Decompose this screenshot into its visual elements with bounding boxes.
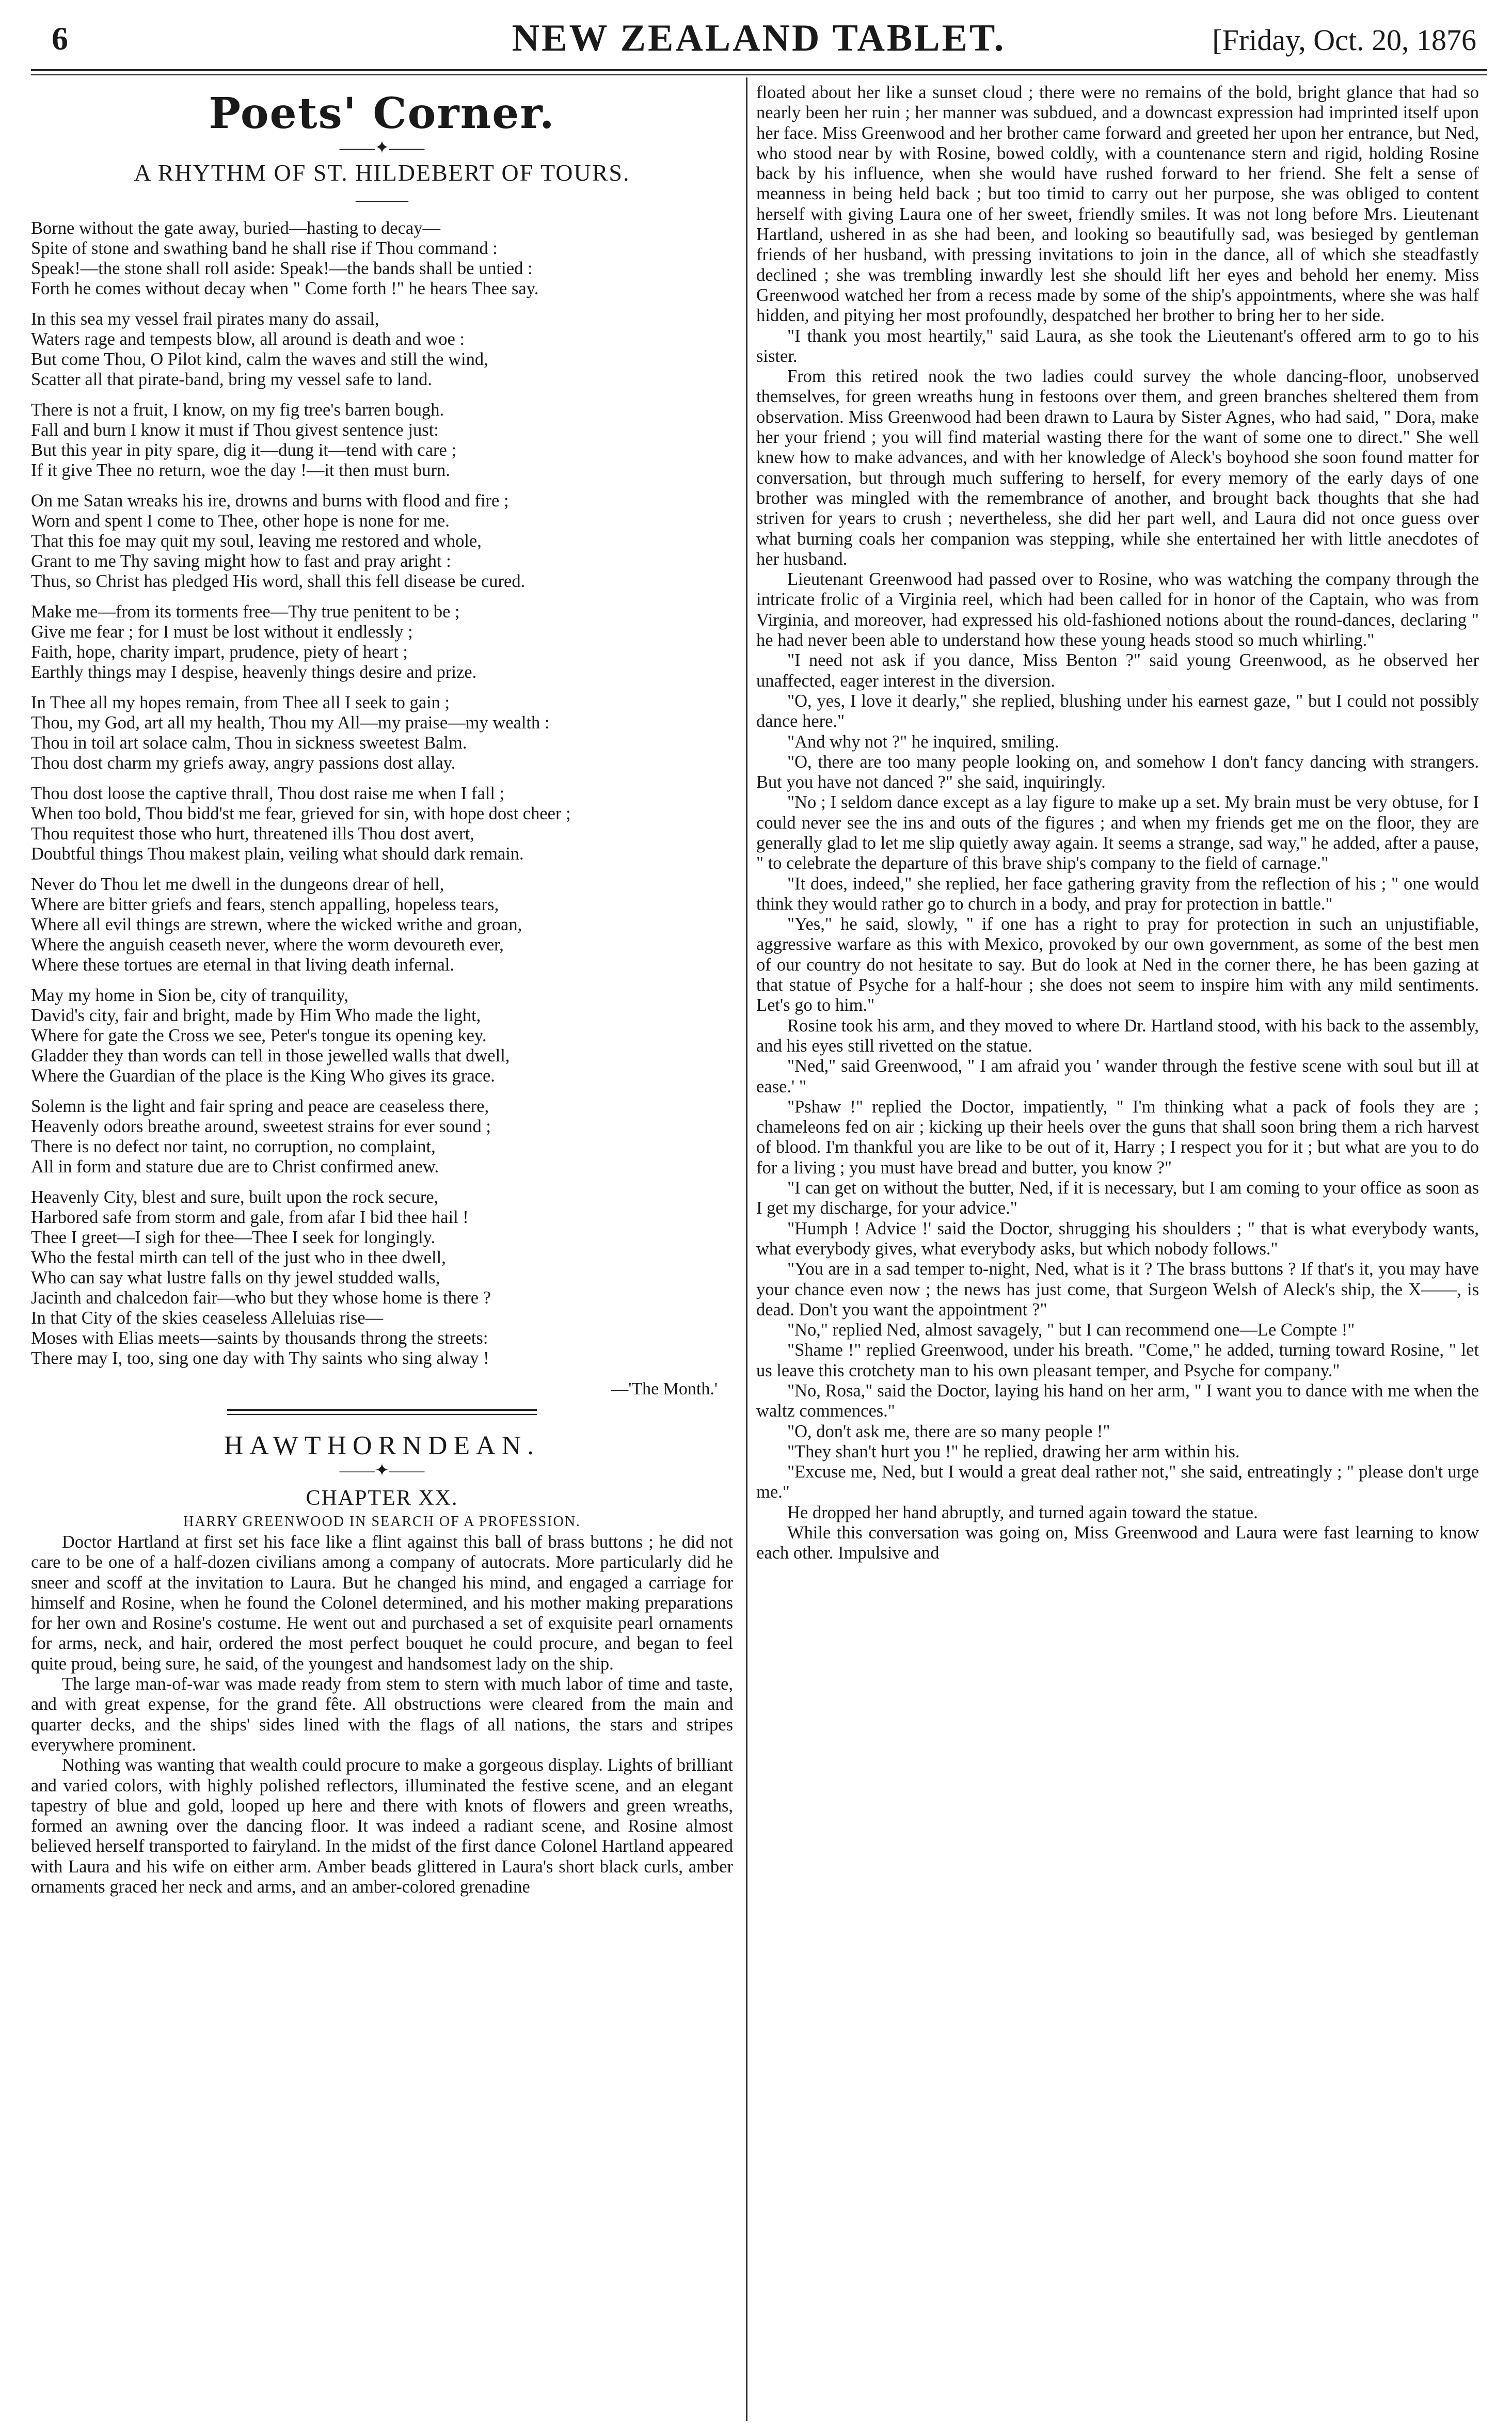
- verse-line: Moses with Elias meets—saints by thousands throng the streets:: [31, 1328, 488, 1348]
- verse-line: Thou dost loose the captive thrall, Thou dost raise me when I fall ;: [31, 784, 505, 803]
- poets-corner-heading: Poets' Corner.: [209, 89, 555, 138]
- paragraph: "O, don't ask me, there are so many people !": [787, 1421, 1110, 1441]
- verse-line: Where for gate the Cross we see, Peter's tongue its opening key.: [31, 1026, 487, 1045]
- paragraph: "I can get on without the butter, Ned, if it is necessary, but I am coming to your office as soon as I get my discharge, for your advice.": [756, 1178, 1479, 1218]
- paragraph: "It does, indeed," she replied, her face gathering gravity from the reflection of his ; " one would think they would rather go to church in a body, and pray for protection in battle.": [756, 873, 1479, 914]
- verse-line: Give me fear ; for I must be lost without it endlessly ;: [31, 622, 413, 642]
- verse-line: But come Thou, O Pilot kind, calm the waves and still the wind,: [31, 349, 488, 369]
- verse-line: Thou in toil art solace calm, Thou in sickness sweetest Balm.: [31, 733, 467, 753]
- stanza: [31, 218, 733, 299]
- verse-line: Thus, so Christ has pledged His word, shall this fell disease be cured.: [31, 571, 526, 591]
- stanza: [31, 693, 733, 773]
- left-column: [31, 83, 733, 2421]
- verse-line: Thou requitest those who hurt, threatened ills Thou dost avert,: [31, 824, 474, 844]
- verse-line: Where the Guardian of the place is the King Who gives its grace.: [31, 1066, 495, 1086]
- poem: [31, 218, 733, 1369]
- paragraph: Doctor Hartland at first set his face like a flint against this ball of brass buttons ; he did not care to be one of a half-dozen civilians among a company of autocrats. More particularly did he sneer and scoff at the invitation to Laura. But he changed his mind, and engaged a carriage for himself and Rosine, when he found the Colonel determined, and his mother making preparations for her own and Rosine's costume. He went out and purchased a set of exquisite pearl ornaments for arms, neck, and hair, ordered the most perfect bouquet he could procure, and began to feel quite proud, being sure, he said, of the youngest and handsomest lady on the ship.: [31, 1532, 733, 1674]
- paragraph: "O, yes, I love it dearly," she replied, blushing under his earnest gaze, " but I could not possibly dance here.": [756, 691, 1479, 732]
- verse-line: Spite of stone and swathing band he shall rise if Thou command :: [31, 239, 498, 258]
- verse-line: All in form and stature due are to Christ confirmed anew.: [31, 1157, 439, 1177]
- verse-line: Harbored safe from storm and gale, from afar I bid thee hail !: [31, 1207, 469, 1227]
- verse-line: Thou, my God, art all my health, Thou my All—my praise—my wealth :: [31, 713, 550, 733]
- verse-line: Fall and burn I know it must if Thou givest sentence just:: [31, 420, 439, 440]
- issue-date: [Friday, Oct. 20, 1876: [1212, 23, 1476, 57]
- poem-title: A RHYTHM OF ST. HILDEBERT OF TOURS.: [134, 160, 630, 186]
- paragraph: "Shame !" replied Greenwood, under his breath. "Come," he added, turning toward Rosine, " let us leave this crotchety man to his own pleasant temper, and Psyche for company.": [756, 1340, 1479, 1380]
- paragraph: The large man-of-war was made ready from stem to stern with much labor of time and taste, and with great expense, for the grand fête. All obstructions were cleared from the main and quarter decks, and the ships' sides lined with the flags of all nations, the stars and stripes everywhere prominent.: [31, 1674, 733, 1755]
- paragraph: "Excuse me, Ned, but I would a great deal rather not," she said, entreatingly ; " please don't urge me.": [756, 1462, 1479, 1502]
- chapter-heading: CHAPTER XX.: [306, 1486, 458, 1510]
- verse-line: That this foe may quit my soul, leaving me restored and whole,: [31, 531, 482, 551]
- right-column: [756, 83, 1479, 2421]
- verse-line: Make me—from its torments free—Thy true penitent to be ;: [31, 602, 460, 622]
- paragraph: "No," replied Ned, almost savagely, " but I can recommend one—Le Compte !": [787, 1320, 1355, 1340]
- verse-line: Grant to me Thy saving might how to fast and pray aright :: [31, 551, 451, 571]
- paragraph: "Humph ! Advice !' said the Doctor, shrugging his shoulders ; " that is what everybody wants, what everybody gives, what everybody asks, but which nobody follows.": [756, 1218, 1479, 1259]
- verse-line: In Thee all my hopes remain, from Thee all I seek to gain ;: [31, 693, 450, 712]
- stanza: [31, 400, 733, 481]
- paragraph: Nothing was wanting that wealth could procure to make a gorgeous display. Lights of brilliant and varied colors, with highly polished reflectors, illuminated the festive scene, and an elegant tapestry of blue and gold, looped up here and there with knots of flowers and green wreaths, formed an awning over the dancing floor. It was indeed a radiant scene, and Rosine almost believed herself transported to fairyland. In the midst of the first dance Colonel Hartland appeared with Laura and his wife on either arm. Amber beads glittered in Laura's short black curls, amber ornaments graced her neck and arms, and an amber-colored grenadine: [31, 1755, 733, 1897]
- stanza: [31, 986, 733, 1086]
- masthead: [31, 0, 1487, 68]
- verse-line: Who can say what lustre falls on thy jewel studded walls,: [31, 1268, 440, 1288]
- paragraph: While this conversation was going on, Miss Greenwood and Laura were fast learning to know each other. Impulsive and: [756, 1523, 1479, 1563]
- paragraph: "Yes," he said, slowly, " if one has a right to pray for protection in such an unjustifiable, aggressive warfare as this with Mexico, provoked by our own government, as some of the best men of our country do not hesitate to say. But do look at Ned in the corner there, he has been gazing at that statue of Psyche for a half-hour ; she does not seem to inspire him with any mild sentiments. Let's go to him.": [756, 914, 1479, 1015]
- column-divider: [746, 77, 747, 2421]
- story-text-left: [31, 1532, 733, 1897]
- verse-line: Who the festal mirth can tell of the just who in thee dwell,: [31, 1248, 446, 1267]
- newspaper-title: NEW ZEALAND TABLET.: [512, 17, 1006, 59]
- verse-line: There is no defect nor taint, no corruption, no complaint,: [31, 1137, 436, 1156]
- verse-line: Heavenly odors breathe around, sweetest strains for ever sound ;: [31, 1117, 491, 1136]
- verse-line: Doubtful things Thou makest plain, veiling what should dark remain.: [31, 844, 524, 864]
- ornament: ——✦——: [339, 1461, 425, 1480]
- stanza: [31, 602, 733, 682]
- verse-line: In this sea my vessel frail pirates many do assail,: [31, 309, 379, 329]
- ornament: ——✦——: [339, 138, 425, 157]
- short-rule: ———: [356, 190, 408, 210]
- stanza: [31, 1187, 733, 1369]
- stanza: [31, 875, 733, 975]
- paragraph: From this retired nook the two ladies could survey the whole dancing-floor, unobserved themselves, for green wreaths hung in festoons over them, and green branches sheltered them from observation. Miss Greenwood had been drawn to Laura by Sister Agnes, who had said, " Dora, make her your friend ; you will find material wasting there for the want of some one to direct." She well knew how to make advances, and with her knowledge of Aleck's boyhood she soon found matter for conversation, but through much suffering to herself, for every memory of the early days of one brother was mingled with the remembrance of another, and brought back thoughts that she had striven for years to crush ; nevertheless, she did her part well, and Laura did not once guess over what burning coals her companion was stepping, while she entertained her with little anecdotes of her husband.: [756, 367, 1479, 569]
- verse-line: Where the anguish ceaseth never, where the worm devoureth ever,: [31, 935, 504, 955]
- verse-line: There may I, too, sing one day with Thy saints who sing alway !: [31, 1348, 489, 1368]
- masthead-rule: [31, 69, 1487, 71]
- verse-line: Thee I greet—I sigh for thee—Thee I seek for longingly.: [31, 1228, 436, 1247]
- paragraph: "They shan't hurt you !" he replied, drawing her arm within his.: [787, 1441, 1240, 1461]
- paragraph: floated about her like a sunset cloud ; there were no remains of the bold, bright glance that had so nearly been her ruin ; her manner was subdued, and a downcast expression had imprinted itself upon her face. Miss Greenwood and her brother came forward and greeted her upon her entrance, but Ned, who stood near by with Rosine, bowed coldly, with a countenance stern and rigid, holding Rosine back by his influence, when she would have rushed forward to her friend. She felt a sense of meanness in being held back ; but too timid to carry out her purpose, she was obliged to content herself with giving Laura one of her sweet, friendly smiles. It was not long before Mrs. Lieutenant Hartland, ushered in as she had been, and looking so beautifully sad, was besieged by gentleman friends of her husband, with pressing invitations to join in the dance, all of which she steadfastly declined ; she was trembling inwardly lest she should lift her eyes and behold her enemy. Miss Greenwood watched her from a recess made by some of the ship's appointments, where she was half hidden, and pitying her most profoundly, despatched her brother to bring her to her side.: [756, 83, 1479, 326]
- verse-line: Solemn is the light and fair spring and peace are ceaseless there,: [31, 1097, 489, 1116]
- verse-line: Speak!—the stone shall roll aside: Speak!—the bands shall be untied :: [31, 259, 533, 278]
- paragraph: "Ned," said Greenwood, " I am afraid you ' wander through the festive scene with soul but ill at ease.' ": [756, 1056, 1479, 1097]
- verse-line: Borne without the gate away, buried—hasting to decay—: [31, 218, 440, 238]
- verse-line: There is not a fruit, I know, on my fig tree's barren bough.: [31, 400, 444, 420]
- verse-line: David's city, fair and bright, made by Him Who made the light,: [31, 1006, 481, 1025]
- stanza: [31, 309, 733, 390]
- verse-line: When too bold, Thou bidd'st me fear, grieved for sin, with hope dost cheer ;: [31, 804, 571, 823]
- masthead-rule-thin: [31, 74, 1487, 75]
- verse-line: In that City of the skies ceaseless Alleluias rise—: [31, 1308, 384, 1328]
- verse-line: Where these tortues are eternal in that living death infernal.: [31, 955, 454, 975]
- verse-line: Jacinth and chalcedon fair—who but they whose home is there ?: [31, 1288, 491, 1308]
- verse-line: Scatter all that pirate-band, bring my vessel safe to land.: [31, 370, 432, 389]
- stanza: [31, 784, 733, 864]
- paragraph: "You are in a sad temper to-night, Ned, what is it ? The brass buttons ? If that's it, you may have your chance even now ; the news has just come, that Surgeon Welsh of Aleck's ship, the X——, is dead. Don't you want the appointment ?": [756, 1259, 1479, 1320]
- verse-line: On me Satan wreaks his ire, drowns and burns with flood and fire ;: [31, 491, 509, 511]
- verse-line: Thou dost charm my griefs away, angry passions dost allay.: [31, 753, 456, 773]
- verse-line: Never do Thou let me dwell in the dungeons drear of hell,: [31, 875, 444, 894]
- verse-line: Waters rage and tempests blow, all around is death and woe :: [31, 329, 465, 349]
- paragraph: "O, there are too many people looking on, and somehow I don't fancy dancing with strangers. But you have not danced ?" she said, inquiringly.: [756, 752, 1479, 792]
- verse-line: Where all evil things are strewn, where the wicked writhe and groan,: [31, 915, 522, 934]
- page-number: 6: [52, 20, 68, 57]
- verse-line: Gladder they than words can tell in those jewelled walls that dwell,: [31, 1046, 510, 1066]
- verse-line: Forth he comes without decay when " Come forth !" he hears Thee say.: [31, 279, 539, 298]
- poem-source: —'The Month.': [611, 1379, 718, 1399]
- paragraph: Rosine took his arm, and they moved to where Dr. Hartland stood, with his back to the assembly, and his eyes still rivetted on the statue.: [756, 1015, 1479, 1056]
- paragraph: "No, Rosa," said the Doctor, laying his hand on her arm, " I want you to dance with me when the waltz commences.": [756, 1381, 1479, 1421]
- verse-line: Faith, hope, charity impart, prudence, piety of heart ;: [31, 642, 408, 662]
- chapter-subtitle: HARRY GREENWOOD IN SEARCH OF A PROFESSION.: [183, 1514, 581, 1530]
- paragraph: He dropped her hand abruptly, and turned again toward the statue.: [787, 1502, 1258, 1522]
- verse-line: But this year in pity spare, dig it—dung it—tend with care ;: [31, 440, 457, 460]
- story-title: HAWTHORNDEAN.: [224, 1431, 540, 1460]
- verse-line: May my home in Sion be, city of tranquility,: [31, 986, 348, 1005]
- paragraph: "No ; I seldom dance except as a lay figure to make up a set. My brain must be very obtuse, for I could never see the ins and outs of the figures ; and when my friends get me on the floor, they are generally glad to let me slip quietly away again. It seems a strange, sad way," he added, after a pause, " to celebrate the departure of this brave ship's company to the field of carnage.": [756, 792, 1479, 873]
- paragraph: "Pshaw !" replied the Doctor, impatiently, " I'm thinking what a pack of fools they are ; chameleons fed on air ; kicking up their heels over the guns that shall soon bring them a rich harvest of blood. I'm thankful you are like to be out of it, Harry ; I respect you for it ; but what are you to do for a living ; you must have bread and butter, you know ?": [756, 1097, 1479, 1178]
- story-text-right: [756, 83, 1479, 1564]
- verse-line: Where are bitter griefs and fears, stench appalling, hopeless tears,: [31, 895, 499, 914]
- section-divider: [227, 1409, 537, 1415]
- paragraph: "And why not ?" he inquired, smiling.: [787, 732, 1059, 752]
- paragraph: "I thank you most heartily," said Laura, as she took the Lieutenant's offered arm to go to his sister.: [756, 326, 1479, 366]
- verse-line: If it give Thee no return, woe the day !—it then must burn.: [31, 460, 450, 480]
- stanza: [31, 1097, 733, 1177]
- stanza: [31, 491, 733, 592]
- paragraph: "I need not ask if you dance, Miss Benton ?" said young Greenwood, as he observed her unaffected, eager interest in the diversion.: [756, 650, 1479, 691]
- verse-line: Worn and spent I come to Thee, other hope is none for me.: [31, 511, 450, 531]
- verse-line: Earthly things may I despise, heavenly things desire and prize.: [31, 662, 477, 682]
- paragraph: Lieutenant Greenwood had passed over to Rosine, who was watching the company through the intricate frolic of a Virginia reel, which had been called for in honor of the Captain, who was from Virginia, and moreover, had expressed his old-fashioned notions about the round-dances, declaring " he had never been able to understand how these young heads stood so much whirling.": [756, 569, 1479, 650]
- verse-line: Heavenly City, blest and sure, built upon the rock secure,: [31, 1187, 439, 1207]
